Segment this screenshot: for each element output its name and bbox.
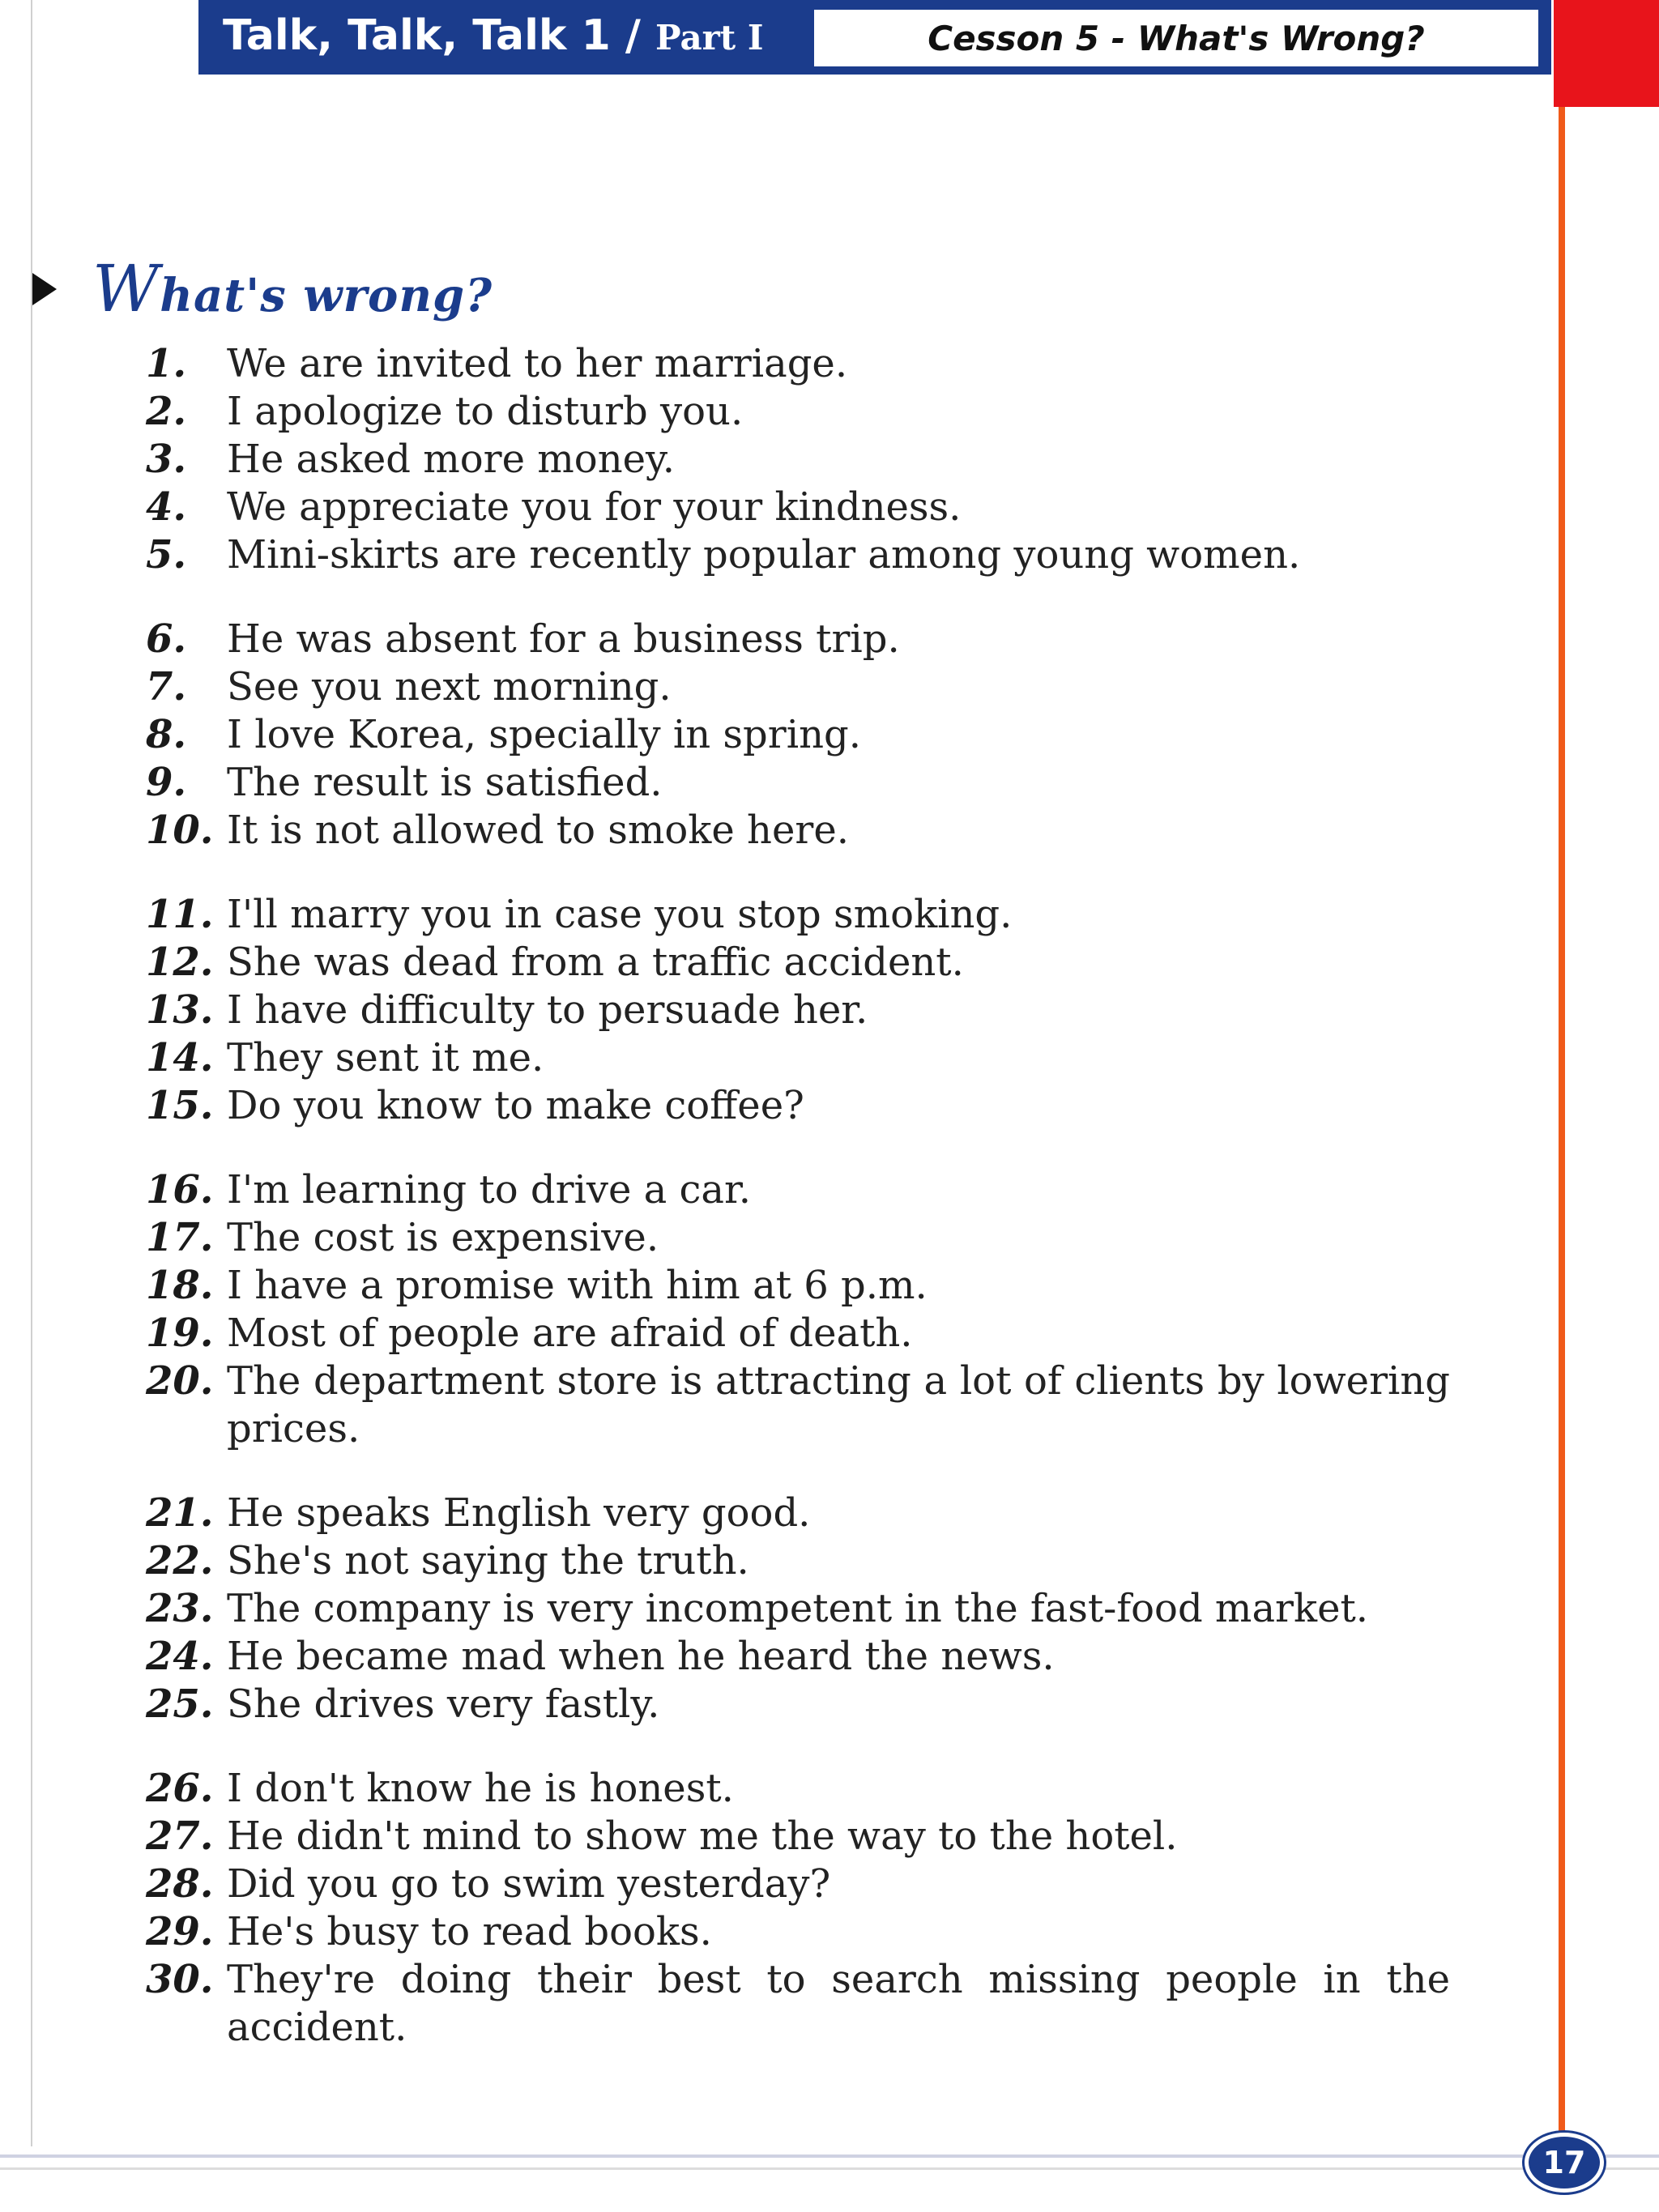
group-spacer xyxy=(146,1728,1450,1765)
list-item xyxy=(146,1214,1450,1262)
list-item xyxy=(146,484,1450,531)
item-sentence: He became mad when he heard the news. xyxy=(227,1634,1055,1679)
exercise-list xyxy=(146,340,1450,2052)
list-item xyxy=(146,759,1450,807)
footer-rule xyxy=(0,2154,1659,2158)
list-item xyxy=(146,616,1450,663)
footer-rule-secondary xyxy=(0,2167,1659,2170)
item-sentence: He asked more money. xyxy=(227,437,676,482)
list-item xyxy=(146,663,1450,711)
list-item xyxy=(146,1633,1450,1681)
item-number: 23. xyxy=(146,1586,214,1631)
item-number: 18. xyxy=(146,1263,214,1308)
item-sentence: Most of people are afraid of death. xyxy=(227,1311,913,1356)
list-item xyxy=(146,807,1450,855)
list-item xyxy=(146,1813,1450,1860)
item-number: 17. xyxy=(146,1215,214,1260)
item-sentence: I don't know he is honest. xyxy=(227,1766,734,1811)
item-sentence: They're doing their best to search missing people in the accident. xyxy=(227,1957,1450,2050)
item-sentence: She drives very fastly. xyxy=(227,1681,660,1727)
list-item xyxy=(146,1166,1450,1214)
item-number: 15. xyxy=(146,1083,214,1128)
list-item xyxy=(146,436,1450,484)
list-item xyxy=(146,1310,1450,1357)
item-number: 21. xyxy=(146,1490,214,1536)
item-number: 2. xyxy=(146,389,187,434)
list-item xyxy=(146,1357,1450,1453)
section-title-rest: hat's wrong? xyxy=(160,269,493,322)
list-item xyxy=(146,1537,1450,1585)
item-number: 14. xyxy=(146,1035,214,1080)
item-sentence: The cost is expensive. xyxy=(227,1215,659,1260)
item-number: 30. xyxy=(146,1957,214,2002)
header-bar xyxy=(198,0,1551,75)
item-sentence: They sent it me. xyxy=(227,1035,544,1080)
list-item xyxy=(146,388,1450,436)
list-item xyxy=(146,1034,1450,1082)
item-sentence: See you next morning. xyxy=(227,664,672,710)
item-sentence: Do you know to make coffee? xyxy=(227,1083,804,1128)
item-sentence: He was absent for a business trip. xyxy=(227,616,900,662)
list-item xyxy=(146,1490,1450,1537)
list-item xyxy=(146,1860,1450,1908)
right-margin-rule xyxy=(1559,107,1565,2148)
item-sentence: He didn't mind to show me the way to the hotel. xyxy=(227,1813,1178,1859)
book-title-text: Talk, Talk, Talk 1 / xyxy=(223,11,641,60)
item-number: 22. xyxy=(146,1538,214,1583)
group-spacer xyxy=(146,855,1450,891)
list-item xyxy=(146,531,1450,579)
list-item xyxy=(146,939,1450,987)
list-item xyxy=(146,1956,1450,2052)
item-number: 13. xyxy=(146,987,214,1033)
item-number: 27. xyxy=(146,1813,214,1859)
item-number: 24. xyxy=(146,1634,214,1679)
item-number: 19. xyxy=(146,1311,214,1356)
item-number: 29. xyxy=(146,1909,214,1954)
item-number: 26. xyxy=(146,1766,214,1811)
item-number: 16. xyxy=(146,1167,214,1213)
item-sentence: I have difficulty to persuade her. xyxy=(227,987,868,1033)
item-number: 3. xyxy=(146,437,187,482)
item-number: 20. xyxy=(146,1358,214,1404)
section-title-initial: W xyxy=(92,251,160,326)
item-sentence: It is not allowed to smoke here. xyxy=(227,808,849,853)
item-sentence: Mini-skirts are recently popular among young women. xyxy=(227,532,1301,578)
item-sentence: The department store is attracting a lot of clients by lowering prices. xyxy=(227,1358,1450,1451)
item-number: 28. xyxy=(146,1861,214,1907)
item-sentence: She's not saying the truth. xyxy=(227,1538,749,1583)
section-heading xyxy=(32,251,493,326)
item-number: 1. xyxy=(146,341,187,386)
page-number-badge: 17 xyxy=(1525,2133,1604,2193)
item-number: 8. xyxy=(146,712,187,757)
group-spacer xyxy=(146,1130,1450,1166)
item-sentence: I have a promise with him at 6 p.m. xyxy=(227,1263,928,1308)
red-corner-tab xyxy=(1554,0,1659,107)
item-sentence: I apologize to disturb you. xyxy=(227,389,744,434)
item-sentence: He speaks English very good. xyxy=(227,1490,811,1536)
list-item xyxy=(146,1681,1450,1728)
list-item xyxy=(146,711,1450,759)
list-item xyxy=(146,1262,1450,1310)
group-spacer xyxy=(146,579,1450,616)
list-item xyxy=(146,1585,1450,1633)
item-sentence: I'll marry you in case you stop smoking. xyxy=(227,892,1013,937)
book-title xyxy=(223,11,763,60)
item-sentence: She was dead from a traffic accident. xyxy=(227,940,964,985)
triangle-arrow-icon xyxy=(32,273,57,305)
item-number: 12. xyxy=(146,940,214,985)
item-sentence: Did you go to swim yesterday? xyxy=(227,1861,831,1907)
item-sentence: We are invited to her marriage. xyxy=(227,341,848,386)
list-item xyxy=(146,891,1450,939)
item-number: 9. xyxy=(146,760,187,805)
item-number: 11. xyxy=(146,892,214,937)
part-label: Part I xyxy=(655,18,764,58)
item-sentence: We appreciate you for your kindness. xyxy=(227,484,962,530)
list-item xyxy=(146,1765,1450,1813)
item-number: 10. xyxy=(146,808,214,853)
item-sentence: I love Korea, specially in spring. xyxy=(227,712,861,757)
item-sentence: The result is satisfied. xyxy=(227,760,663,805)
list-item xyxy=(146,340,1450,388)
item-sentence: He's busy to read books. xyxy=(227,1909,712,1954)
item-number: 6. xyxy=(146,616,187,662)
item-number: 25. xyxy=(146,1681,214,1727)
item-number: 5. xyxy=(146,532,187,578)
group-spacer xyxy=(146,1453,1450,1490)
list-item xyxy=(146,987,1450,1034)
lesson-title: Cesson 5 - What's Wrong? xyxy=(812,8,1540,68)
item-number: 7. xyxy=(146,664,187,710)
item-sentence: The company is very incompetent in the fast-food market. xyxy=(227,1586,1369,1631)
item-sentence: I'm learning to drive a car. xyxy=(227,1167,751,1213)
list-item xyxy=(146,1082,1450,1130)
section-title xyxy=(92,251,493,326)
item-number: 4. xyxy=(146,484,187,530)
list-item xyxy=(146,1908,1450,1956)
